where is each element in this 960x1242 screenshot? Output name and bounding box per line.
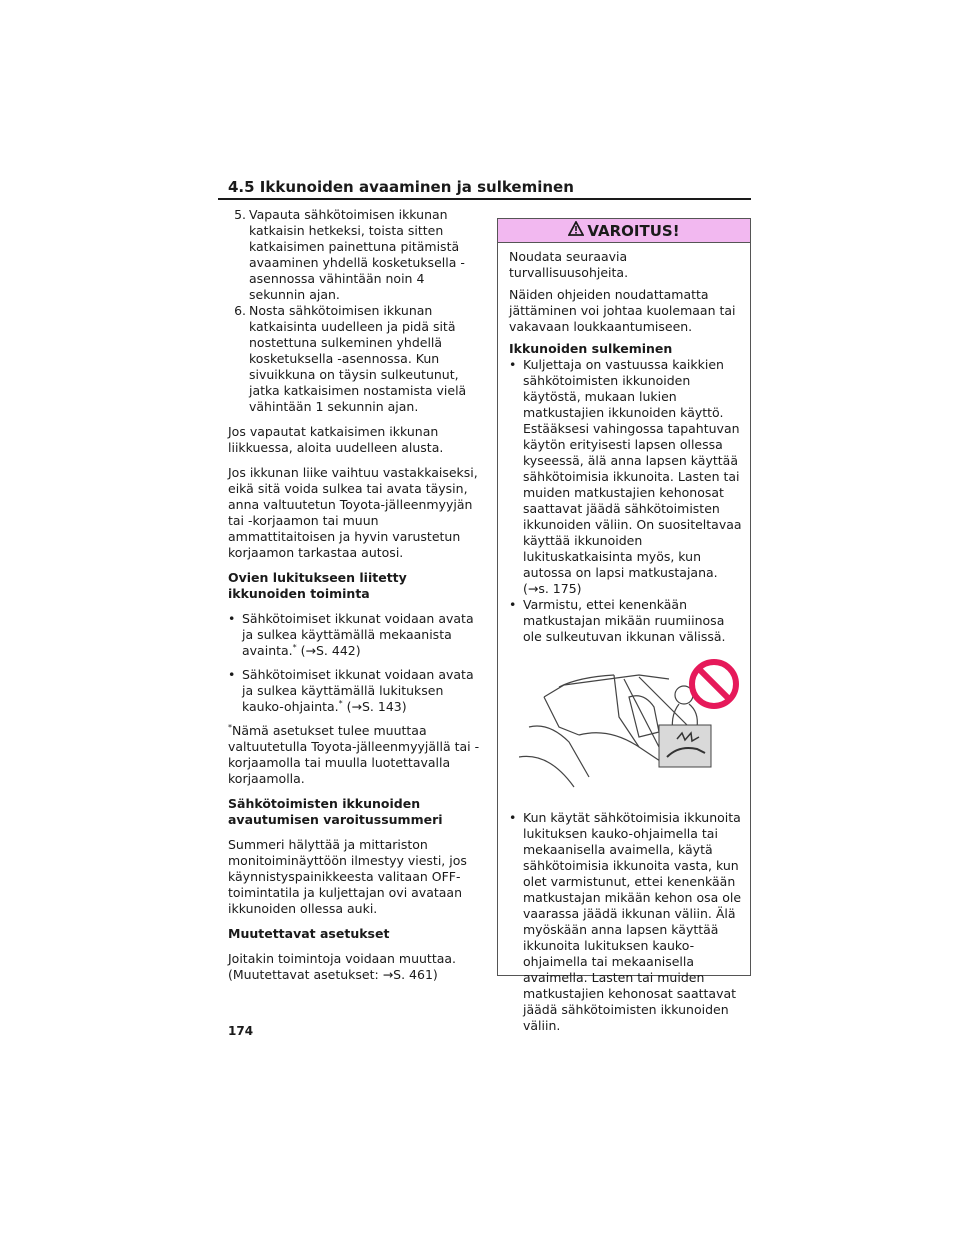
list-item	[228, 611, 480, 659]
bullet-icon: •	[509, 810, 517, 825]
page-reference[interactable]: (→S. 143)	[346, 699, 407, 714]
paragraph: Summeri hälyttää ja mittariston monitoiminäyttöön ilmestyy viesti, jos käynnistyspainikkeesta valitaan OFF-toimintatila ja kuljettajan ovi avataan ikkunoiden ollessa auki.	[228, 837, 467, 916]
bullet-text: Sähkötoimiset ikkunat voidaan avata ja sulkea käyttämällä mekaanista avainta.	[242, 611, 474, 658]
footnote-marker: *	[292, 642, 297, 652]
prohibition-icon	[692, 662, 736, 706]
bullet-icon: •	[228, 611, 236, 626]
footnote-marker: *	[338, 698, 343, 708]
list-item	[509, 810, 743, 1034]
left-column	[228, 207, 480, 992]
paragraph: Joitakin toimintoja voidaan muuttaa. (Muutettavat asetukset: →S. 461)	[228, 951, 457, 982]
warning-header	[498, 219, 750, 243]
warning-icon	[568, 221, 584, 240]
warning-title: VAROITUS!	[587, 221, 680, 240]
step-number: 5.	[234, 207, 246, 222]
bullet-icon: •	[509, 597, 517, 612]
step-text: Nosta sähkötoimisen ikkunan katkaisinta uudelleen ja pidä sitä nostettuna sulkeminen yhdellä kosketuksella -asennossa. Kun sivuikkuna on täysin sulkeutunut, jatka katkaisimen nostamista vielä vähintään 1 sekunnin ajan.	[249, 303, 467, 414]
bullet-text: Sähkötoimiset ikkunat voidaan avata ja sulkea käyttämällä lukituksen kauko-ohjainta.	[242, 667, 474, 714]
bullet-text: Varmistu, ettei kenenkään matkustajan mikään ruumiinosa ole sulkeutuvan ikkunan välissä.	[523, 597, 726, 644]
list-item	[228, 667, 480, 715]
pinch-hand-icon	[659, 725, 711, 767]
step-5	[228, 207, 480, 303]
warning-subheading: Ikkunoiden sulkeminen	[509, 341, 673, 356]
header-rule	[218, 198, 751, 200]
step-number: 6.	[234, 303, 246, 318]
page-number: 174	[228, 1024, 254, 1038]
subheading: Ovien lukitukseen liitetty ikkunoiden toiminta	[228, 570, 407, 601]
window-pinch-illustration	[519, 657, 749, 802]
footnote-marker: *	[228, 722, 232, 732]
bullet-text: Kun käytät sähkötoimisia ikkunoita lukituksen kauko-ohjaimella tai mekaanisella avaimella, käytä sähkötoimisia ikkunoita vasta, kun olet varmistunut, ettei kenenkään matkustajan mikään kehon osa ole vaarassa jäädä ikkunan väliin. Älä myöskään anna lapsen käyttää ikkunoita lukituksen kauko-ohjaimella tai mekaanisella avaimella. Lasten tai muiden matkustajien kehonosat saattavat jäädä sähkötoimisten ikkunoiden väliin.	[523, 810, 742, 1033]
warning-body	[498, 243, 750, 1034]
paragraph: Jos ikkunan liike vaihtuu vastakkaiseksi, eikä sitä voida sulkea tai avata täysin, anna valtuutetun Toyota-jälleenmyyjän tai -korjaamon tai muun ammattitaitoisen ja hyvin varustetun korjaamon tarkastaa autosi.	[228, 465, 478, 560]
list-item	[509, 597, 743, 645]
subheading: Muutettavat asetukset	[228, 926, 390, 941]
page-reference[interactable]: (→S. 442)	[300, 643, 361, 658]
subheading: Sähkötoimisten ikkunoiden avautumisen varoitussummeri	[228, 796, 443, 827]
warning-box	[497, 218, 751, 1033]
section-title: 4.5 Ikkunoiden avaaminen ja sulkeminen	[228, 178, 574, 196]
warning-intro: Näiden ohjeiden noudattamatta jättäminen voi johtaa kuolemaan tai vakavaan loukkaantumiseen.	[509, 287, 736, 334]
warning-intro: Noudata seuraavia turvallisuusohjeita.	[509, 249, 629, 280]
list-item	[509, 357, 743, 597]
step-6	[228, 303, 480, 415]
footnote: *Nämä asetukset tulee muuttaa valtuutetulla Toyota-jälleenmyyjällä tai -korjaamolla tai muulla luotettavalla korjaamolla.	[228, 722, 480, 786]
bullet-icon: •	[509, 357, 517, 372]
bullet-text: Kuljettaja on vastuussa kaikkien sähkötoimisten ikkunoiden käytöstä, mukaan lukien matkustajien ikkunoiden käyttö. Estääksesi vahingossa tapahtuvan käytön erityisesti lapsen ollessa kyseessä, älä anna lapsen käyttää sähkötoimisia ikkunoita. Lasten tai muiden matkustajien kehonosat saattavat jäädä sähkötoimisten ikkunoiden väliin. On suositeltavaa käyttää ikkunoiden lukituskatkaisinta myös, kun autossa on lapsi matkustajana. (→s. 175)	[523, 357, 742, 596]
step-text: Vapauta sähkötoimisen ikkunan katkaisin hetkeksi, toista sitten katkaisimen painettuna pitämistä avaaminen yhdellä kosketuksella -asennossa vähintään noin 4 sekunnin ajan.	[249, 207, 465, 302]
paragraph: Jos vapautat katkaisimen ikkunan liikkuessa, aloita uudelleen alusta.	[228, 424, 444, 455]
bullet-icon: •	[228, 667, 236, 682]
